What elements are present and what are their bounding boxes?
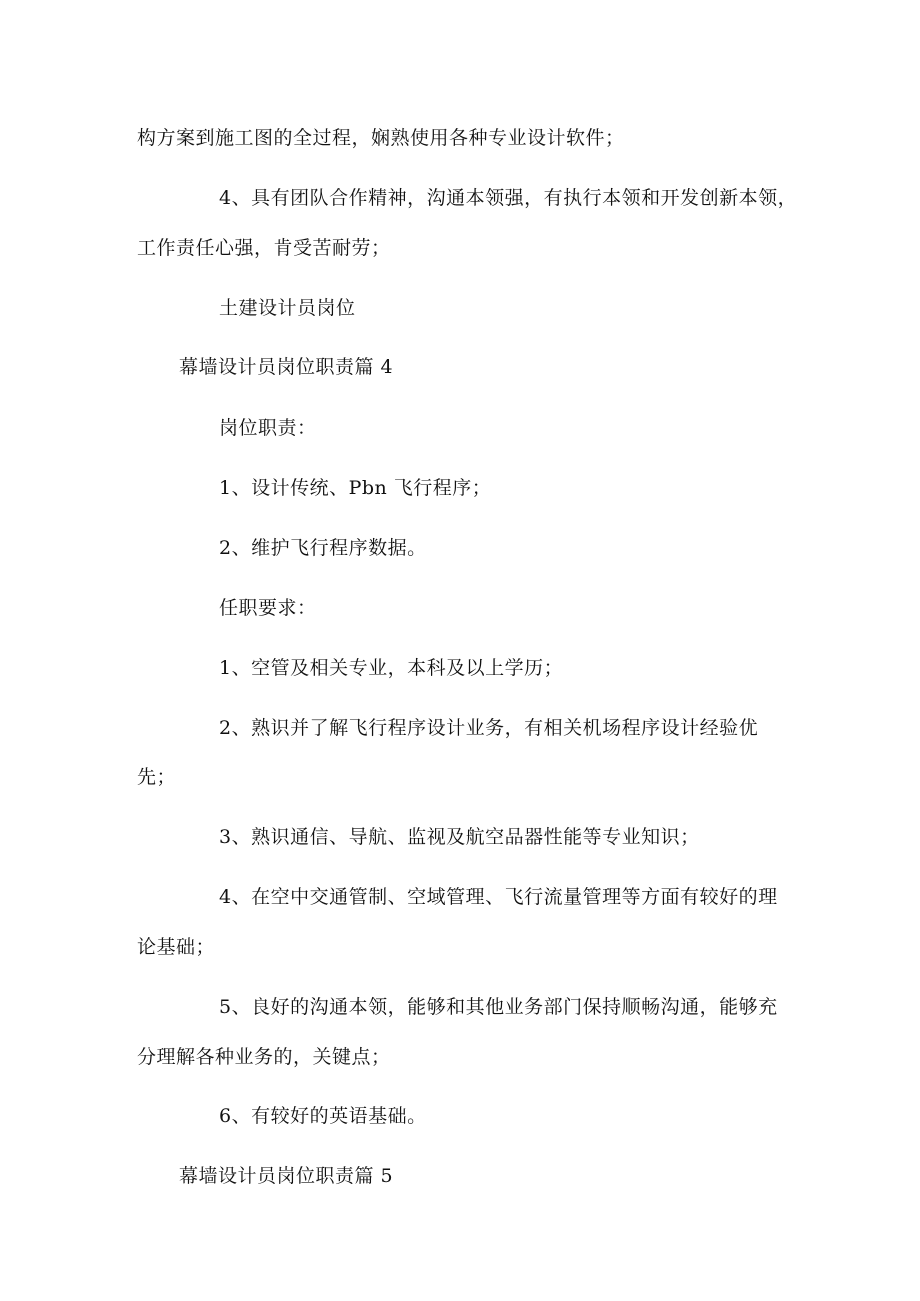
list-item: 2、熟识并了解飞行程序设计业务，有相关机场程序设计经验优 (219, 717, 759, 739)
text-line: 4、具有团队合作精神，沟通本领强，有执行本领和开发创新本领， (219, 187, 798, 209)
subheading-requirements: 任职要求： (219, 597, 317, 619)
list-item: 3、熟识通信、导航、监视及航空品器性能等专业知识； (219, 826, 700, 848)
list-item: 5、良好的沟通本领，能够和其他业务部门保持顺畅沟通，能够充 (219, 996, 778, 1018)
subheading-responsibilities: 岗位职责： (219, 417, 317, 439)
list-item: 1、空管及相关专业，本科及以上学历； (219, 657, 564, 679)
list-item-continuation: 先； (137, 766, 177, 788)
list-item: 4、在空中交通管制、空域管理、飞行流量管理等方面有较好的理 (219, 886, 778, 908)
text-line: 构方案到施工图的全过程，娴熟使用各种专业设计软件； (137, 127, 625, 149)
list-item: 2、维护飞行程序数据。 (219, 537, 427, 559)
list-item: 6、有较好的英语基础。 (219, 1105, 427, 1127)
section-subtitle: 土建设计员岗位 (219, 297, 356, 319)
list-item: 1、设计传统、Pbn 飞行程序； (219, 477, 492, 499)
section-heading: 幕墙设计员岗位职责篇 4 (179, 356, 394, 378)
list-item-continuation: 论基础； (137, 936, 216, 958)
section-heading: 幕墙设计员岗位职责篇 5 (179, 1165, 394, 1187)
text-line: 工作责任心强，肯受苦耐劳； (137, 237, 391, 259)
list-item-continuation: 分理解各种业务的，关键点； (137, 1046, 391, 1068)
